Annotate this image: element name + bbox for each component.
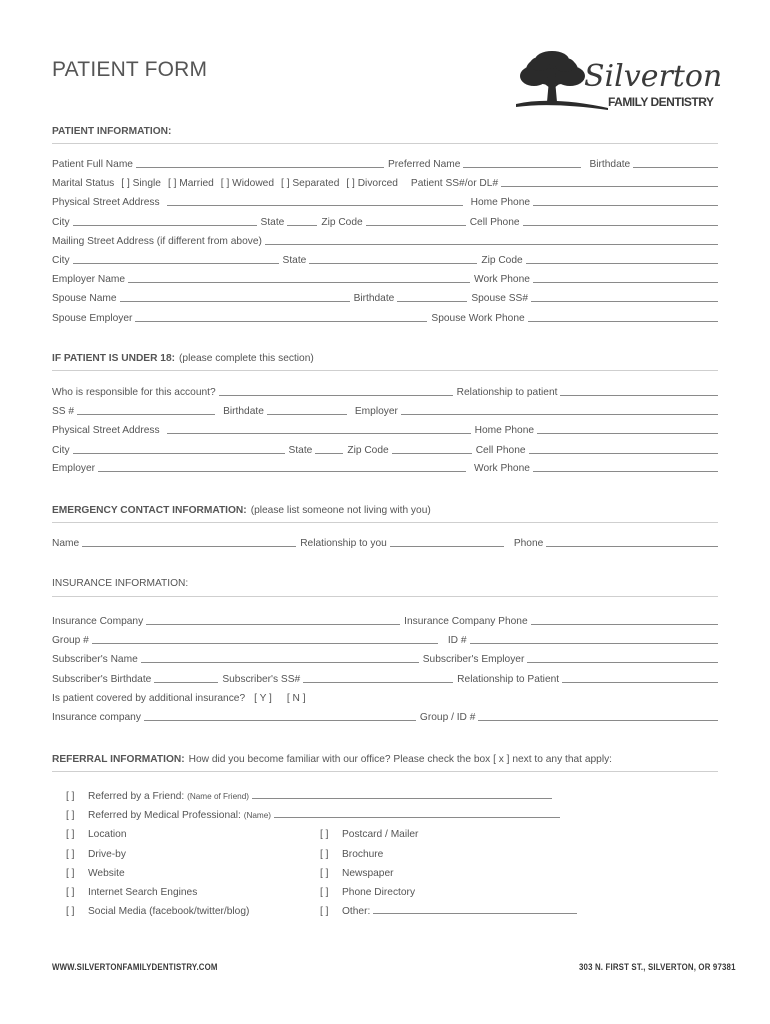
- id-label: ID #: [447, 635, 467, 646]
- referral-other-field[interactable]: [373, 912, 577, 914]
- row-guarantor-city: [52, 442, 718, 456]
- row-subscriber-name: [52, 651, 718, 665]
- row-insurance-company: [52, 613, 718, 627]
- guarantor-birthdate-field[interactable]: [267, 414, 347, 415]
- work-phone-field[interactable]: [533, 282, 718, 283]
- page-title: PATIENT FORM: [52, 58, 208, 81]
- subscriber-relationship-field[interactable]: [562, 682, 718, 683]
- subscriber-ss-field[interactable]: [303, 682, 453, 683]
- row-physical-address: [52, 194, 718, 208]
- insurance-company-field[interactable]: [146, 624, 400, 625]
- home-phone-label: Home Phone: [470, 197, 531, 208]
- emergency-name-field[interactable]: [82, 546, 296, 547]
- zip2-field[interactable]: [526, 263, 718, 264]
- state-label: State: [260, 217, 285, 228]
- guarantor-work-phone-field[interactable]: [533, 471, 718, 472]
- additional-yes-checkbox[interactable]: [ Y ]: [254, 693, 272, 704]
- guarantor-home-phone-field[interactable]: [537, 433, 718, 434]
- referral-other-option[interactable]: [ ] Other:: [320, 906, 577, 917]
- guarantor-birthdate-label: Birthdate: [223, 406, 264, 417]
- guarantor-zip-field[interactable]: [392, 453, 472, 454]
- city-field[interactable]: [73, 225, 257, 226]
- zip-field[interactable]: [366, 225, 466, 226]
- referral-professional-option[interactable]: [ ] Referred by Medical Professional: (Name): [66, 810, 560, 821]
- guarantor-employer2-field[interactable]: [98, 471, 466, 472]
- insurance-phone-label: Insurance Company Phone: [404, 616, 528, 627]
- subscriber-name-field[interactable]: [141, 662, 419, 663]
- insurance-company2-label: Insurance company: [52, 712, 141, 723]
- referral-header: REFERRAL INFORMATION: How did you become familiar with our office? Please check the box [ x ] next to any that apply:: [52, 754, 613, 765]
- employer-name-label: Employer Name: [52, 274, 126, 285]
- guarantor-city-label: City: [52, 445, 70, 456]
- section-divider: [52, 771, 718, 772]
- friend-name-hint: (Name of Friend): [187, 792, 249, 801]
- guarantor-state-field[interactable]: [315, 453, 343, 454]
- physical-street-label: Physical Street Address: [52, 197, 160, 208]
- full-name-label: Patient Full Name: [52, 159, 133, 170]
- row-emergency: [52, 535, 718, 549]
- row-full-name: [52, 156, 718, 170]
- emergency-header: EMERGENCY CONTACT INFORMATION: (please list someone not living with you): [52, 505, 431, 516]
- logo-subtitle: FAMILY DENTISTRY: [608, 95, 714, 109]
- cell-phone-label: Cell Phone: [469, 217, 520, 228]
- row-group-id: [52, 632, 718, 646]
- mailing-street-field[interactable]: [265, 244, 718, 245]
- relationship-field[interactable]: [560, 395, 718, 396]
- section-divider: [52, 596, 718, 597]
- guarantor-work-phone-label: Work Phone: [474, 463, 530, 474]
- referral-postcard-option[interactable]: [ ] Postcard / Mailer: [320, 829, 419, 840]
- insurance-company-label: Insurance Company: [52, 616, 144, 627]
- subscriber-birthdate-label: Subscriber's Birthdate: [52, 674, 152, 685]
- mailing-street-label: Mailing Street Address (if different from above): [52, 236, 262, 247]
- guarantor-employer-label: Employer: [354, 406, 398, 417]
- spouse-birthdate-field[interactable]: [397, 301, 467, 302]
- subscriber-birthdate-field[interactable]: [154, 682, 218, 683]
- marital-status-label: Marital Status: [52, 178, 115, 189]
- guarantor-cell-field[interactable]: [529, 453, 718, 454]
- group-id-label: Group / ID #: [419, 712, 476, 723]
- spouse-employer-field[interactable]: [135, 321, 427, 322]
- insurance-company2-field[interactable]: [144, 720, 416, 721]
- guarantor-ss-label: SS #: [52, 406, 75, 417]
- married-checkbox[interactable]: [ ] Married: [167, 178, 214, 189]
- professional-name-field[interactable]: [274, 816, 560, 818]
- physical-street-field[interactable]: [167, 205, 463, 206]
- subscriber-employer-label: Subscriber's Employer: [422, 654, 525, 665]
- city2-field[interactable]: [73, 263, 279, 264]
- group-id-field[interactable]: [478, 720, 718, 721]
- emergency-name-label: Name: [52, 538, 80, 549]
- referral-social-media-option[interactable]: [ ] Social Media (facebook/twitter/blog): [66, 906, 250, 917]
- guarantor-employer2-label: Employer: [52, 463, 96, 474]
- spouse-birthdate-label: Birthdate: [353, 293, 395, 304]
- spouse-work-phone-field[interactable]: [528, 321, 718, 322]
- row-mailing-city: [52, 252, 718, 266]
- spouse-ss-label: Spouse SS#: [471, 293, 528, 304]
- preferred-name-field[interactable]: [463, 167, 581, 168]
- row-additional-insurance: [52, 690, 718, 704]
- row-spouse-employer: [52, 310, 718, 324]
- subscriber-relationship-label: Relationship to Patient: [457, 674, 560, 685]
- birthdate-label: Birthdate: [589, 159, 631, 170]
- section-divider: [52, 143, 718, 144]
- referral-location-option[interactable]: [ ] Location: [66, 829, 127, 840]
- additional-no-checkbox[interactable]: [ N ]: [286, 693, 306, 704]
- relationship-label: Relationship to patient: [456, 387, 558, 398]
- row-guarantor-employer: [52, 460, 718, 474]
- referral-phone-directory-option[interactable]: [ ] Phone Directory: [320, 887, 416, 898]
- row-guarantor-ss: [52, 403, 718, 417]
- row-city: [52, 214, 718, 228]
- under18-header: IF PATIENT IS UNDER 18: (please complete this section): [52, 353, 314, 364]
- ss-dl-label: Patient SS#/or DL#: [410, 178, 499, 189]
- section-divider: [52, 370, 718, 371]
- footer-website: WWW.SILVERTONFAMILYDENTISTRY.COM: [52, 962, 218, 973]
- spouse-ss-field[interactable]: [531, 301, 718, 302]
- guarantor-zip-label: Zip Code: [347, 445, 389, 456]
- footer-address: 303 N. FIRST ST., SILVERTON, OR 97381: [579, 962, 736, 973]
- zip-label: Zip Code: [321, 217, 363, 228]
- guarantor-employer-field[interactable]: [401, 414, 718, 415]
- professional-name-hint: (Name): [243, 811, 272, 820]
- widowed-checkbox[interactable]: [ ] Widowed: [220, 178, 275, 189]
- emergency-phone-field[interactable]: [546, 546, 718, 547]
- city2-label: City: [52, 255, 70, 266]
- cell-phone-field[interactable]: [523, 225, 718, 226]
- spouse-work-phone-label: Spouse Work Phone: [431, 313, 525, 324]
- patient-info-header: PATIENT INFORMATION:: [52, 126, 172, 137]
- city-label: City: [52, 217, 70, 228]
- row-spouse: [52, 290, 718, 304]
- single-checkbox[interactable]: [ ] Single: [121, 178, 161, 189]
- divorced-checkbox[interactable]: [ ] Divorced: [346, 178, 398, 189]
- home-phone-field[interactable]: [533, 205, 718, 206]
- subscriber-ss-label: Subscriber's SS#: [222, 674, 301, 685]
- guarantor-home-phone-label: Home Phone: [474, 425, 535, 436]
- silverton-logo: [512, 42, 727, 132]
- state2-label: State: [282, 255, 307, 266]
- ss-dl-field[interactable]: [501, 186, 718, 187]
- emergency-relationship-field[interactable]: [390, 546, 504, 547]
- guarantor-city-field[interactable]: [73, 453, 285, 454]
- section-divider: [52, 522, 718, 523]
- insurance-phone-field[interactable]: [531, 624, 718, 625]
- insurance-header: INSURANCE INFORMATION:: [52, 578, 189, 589]
- additional-insurance-label: Is patient covered by additional insurance?: [52, 693, 246, 704]
- logo-name: Silverton: [584, 59, 723, 94]
- work-phone-label: Work Phone: [474, 274, 530, 285]
- spouse-name-field[interactable]: [120, 301, 350, 302]
- guarantor-cell-label: Cell Phone: [475, 445, 526, 456]
- preferred-name-label: Preferred Name: [387, 159, 461, 170]
- row-mailing-address: [52, 233, 718, 247]
- responsible-field[interactable]: [219, 395, 453, 396]
- emergency-relationship-label: Relationship to you: [300, 538, 387, 549]
- group-label: Group #: [52, 635, 89, 646]
- referral-search-engines-option[interactable]: [ ] Internet Search Engines: [66, 887, 198, 898]
- guarantor-street-label: Physical Street Address: [52, 425, 160, 436]
- emergency-phone-label: Phone: [513, 538, 544, 549]
- guarantor-state-label: State: [288, 445, 313, 456]
- separated-checkbox[interactable]: [ ] Separated: [281, 178, 340, 189]
- friend-name-field[interactable]: [252, 797, 552, 799]
- full-name-field[interactable]: [136, 167, 384, 168]
- subscriber-name-label: Subscriber's Name: [52, 654, 138, 665]
- subscriber-employer-field[interactable]: [527, 662, 718, 663]
- birthdate-field[interactable]: [633, 167, 718, 168]
- responsible-label: Who is responsible for this account?: [52, 387, 216, 398]
- row-marital-status: [52, 175, 718, 189]
- group-field[interactable]: [92, 643, 438, 644]
- state2-field[interactable]: [309, 263, 477, 264]
- id-field[interactable]: [470, 643, 719, 644]
- referral-friend-option[interactable]: [ ] Referred by a Friend: (Name of Friend): [66, 791, 552, 802]
- spouse-employer-label: Spouse Employer: [52, 313, 133, 324]
- referral-driveby-option[interactable]: [ ] Drive-by: [66, 849, 126, 860]
- spouse-name-label: Spouse Name: [52, 293, 117, 304]
- guarantor-street-field[interactable]: [167, 433, 471, 434]
- guarantor-ss-field[interactable]: [77, 414, 215, 415]
- row-responsible: [52, 384, 718, 398]
- row-guarantor-address: [52, 422, 718, 436]
- referral-website-option[interactable]: [ ] Website: [66, 868, 125, 879]
- row-employer: [52, 271, 718, 285]
- state-field[interactable]: [287, 225, 317, 226]
- zip2-label: Zip Code: [481, 255, 523, 266]
- row-insurance-company2: [52, 709, 718, 723]
- row-subscriber-birthdate: [52, 671, 718, 685]
- referral-brochure-option[interactable]: [ ] Brochure: [320, 849, 384, 860]
- referral-newspaper-option[interactable]: [ ] Newspaper: [320, 868, 394, 879]
- employer-name-field[interactable]: [128, 282, 470, 283]
